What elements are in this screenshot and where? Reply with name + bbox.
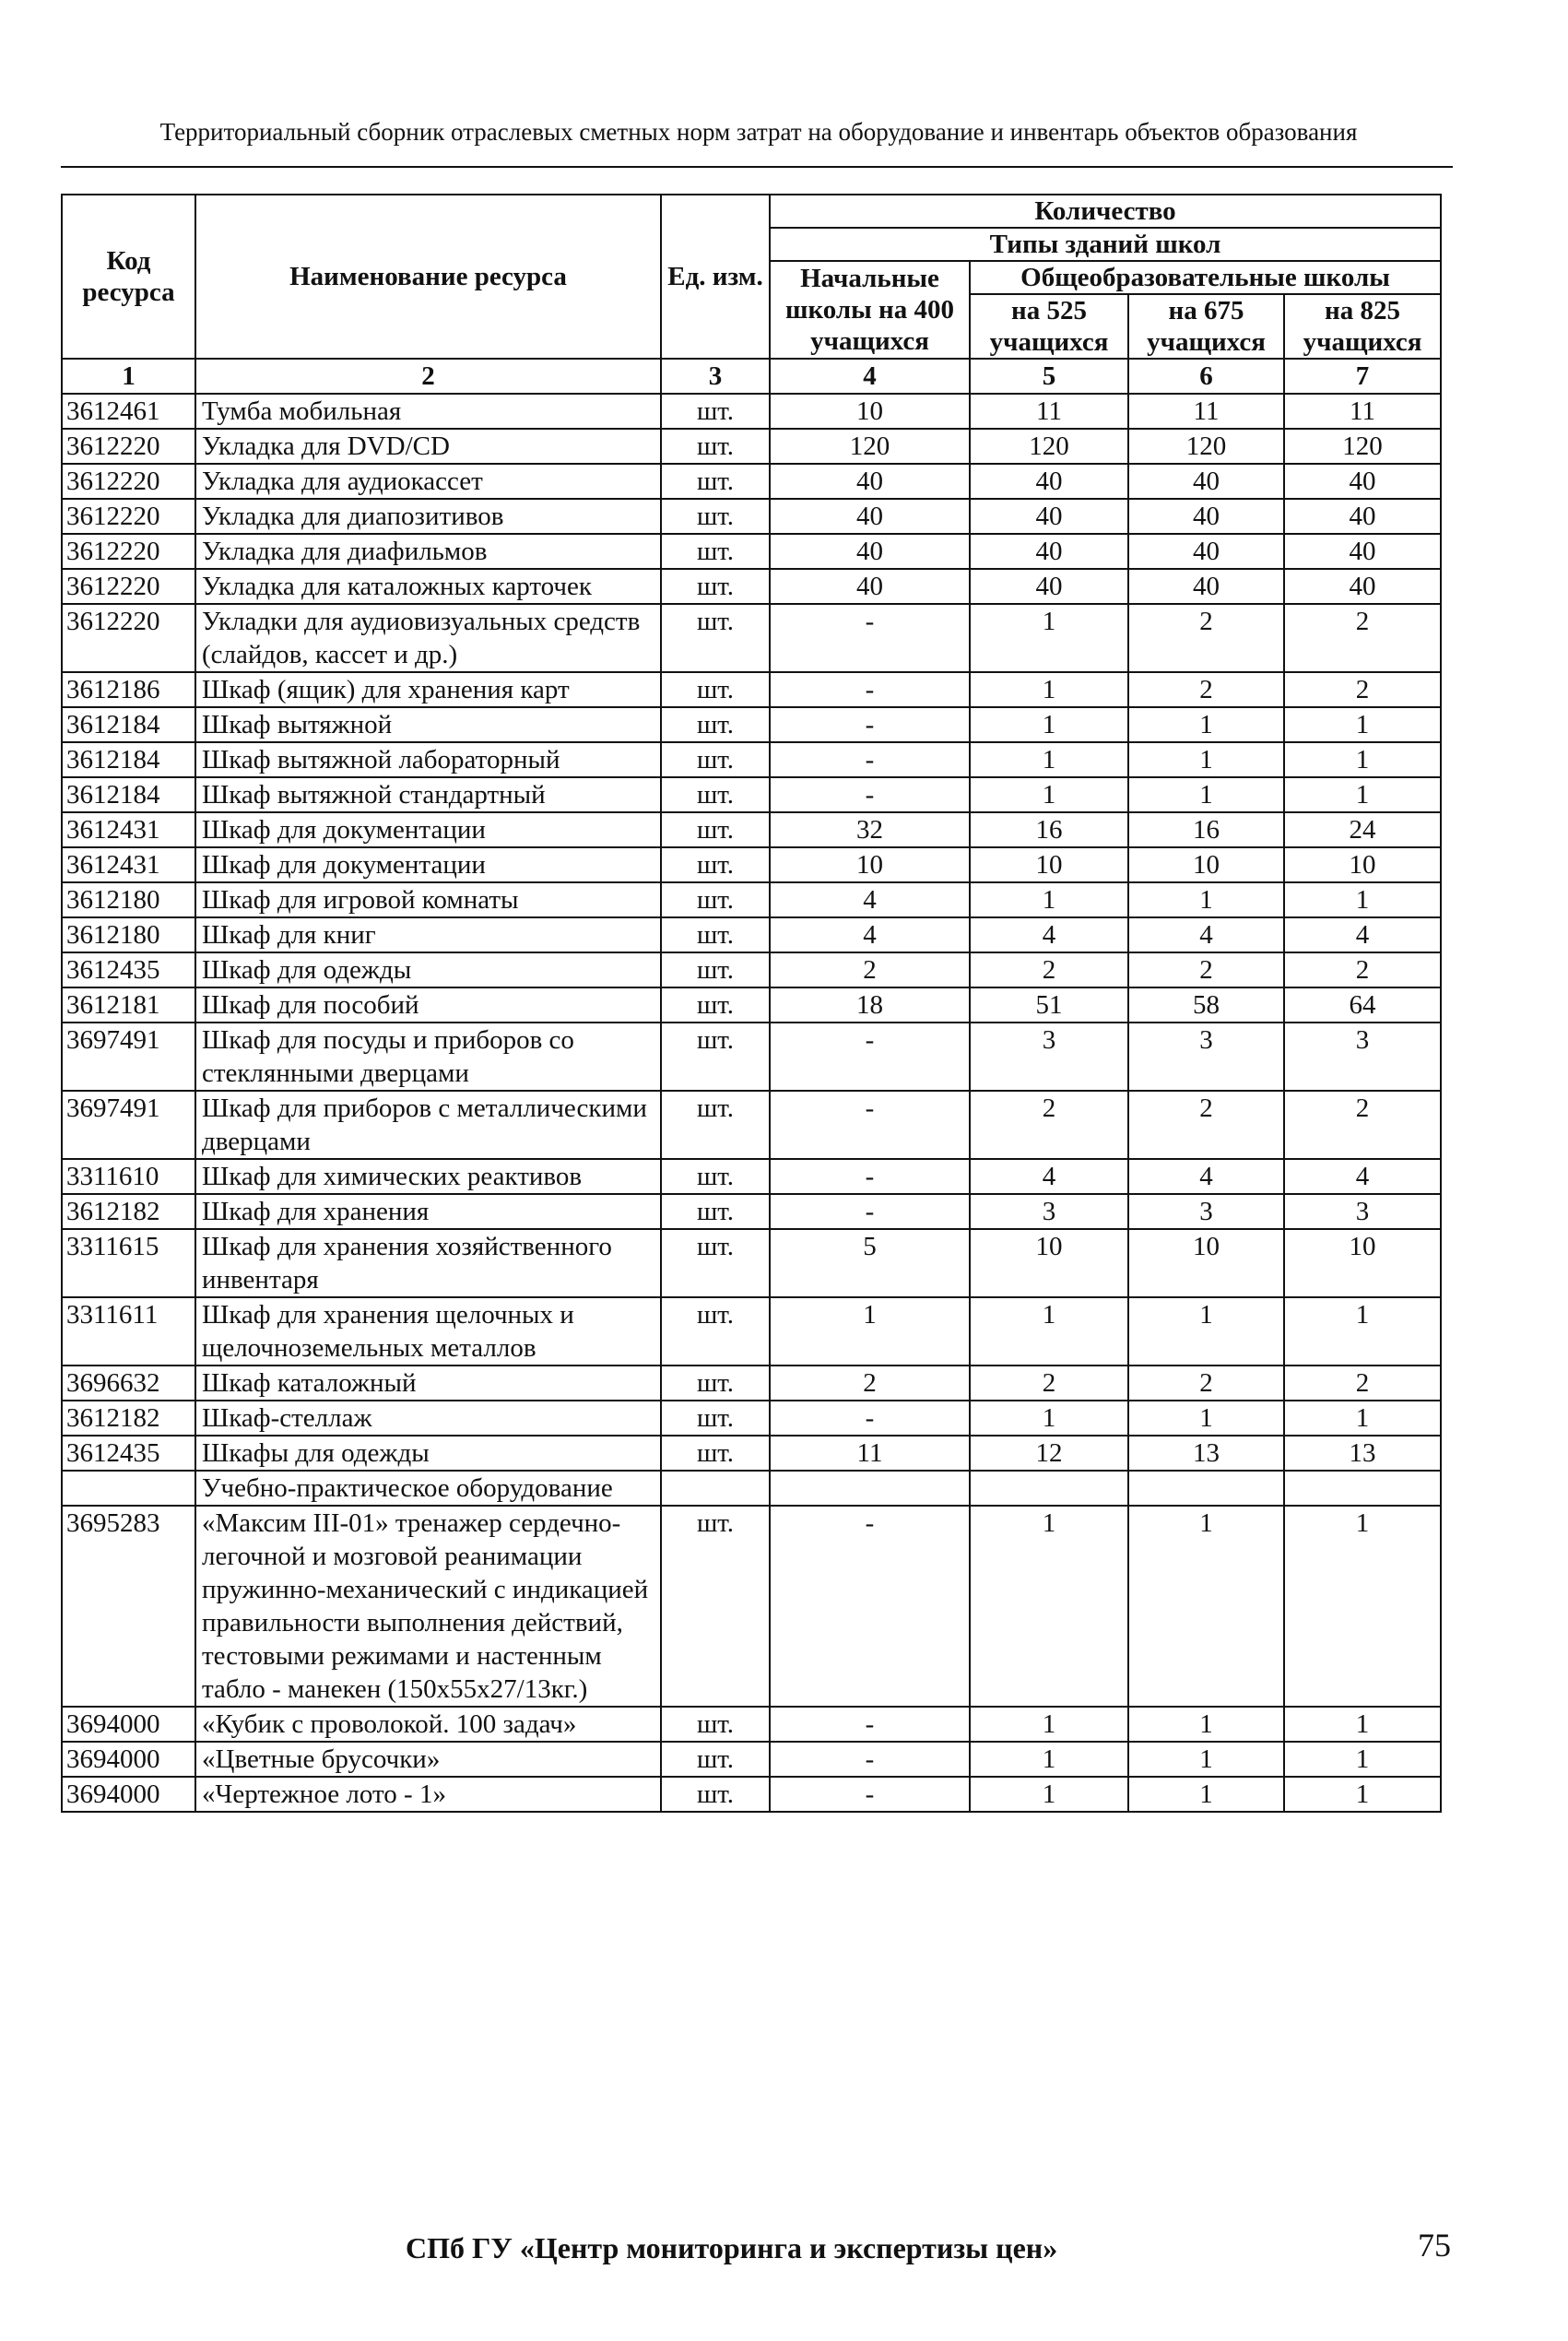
table-row bbox=[62, 812, 1441, 847]
header-quantity: Количество bbox=[770, 195, 1441, 228]
qty-general-525: 1 bbox=[970, 777, 1128, 812]
qty-general-675: 3 bbox=[1128, 1023, 1284, 1091]
resource-code: 3612220 bbox=[62, 429, 195, 464]
qty-general-825: 40 bbox=[1284, 464, 1441, 499]
resource-name: «Кубик с проволокой. 100 задач» bbox=[195, 1707, 661, 1742]
qty-general-675: 1 bbox=[1128, 777, 1284, 812]
table-row bbox=[62, 882, 1441, 917]
header-rule bbox=[61, 166, 1453, 168]
unit-cell: шт. bbox=[661, 847, 770, 882]
column-number: 1 bbox=[62, 359, 195, 394]
unit-cell: шт. bbox=[661, 987, 770, 1023]
resource-code: 3612184 bbox=[62, 707, 195, 742]
unit-cell: шт. bbox=[661, 499, 770, 534]
qty-general-525: 3 bbox=[970, 1023, 1128, 1091]
unit-cell: шт. bbox=[661, 672, 770, 707]
qty-general-825: 3 bbox=[1284, 1023, 1441, 1091]
qty-general-825: 4 bbox=[1284, 917, 1441, 952]
qty-primary-400: 40 bbox=[770, 464, 970, 499]
qty-general-825: 1 bbox=[1284, 742, 1441, 777]
resource-name: Шкаф вытяжной стандартный bbox=[195, 777, 661, 812]
qty-primary-400: 2 bbox=[770, 952, 970, 987]
resource-name: Шкаф для одежды bbox=[195, 952, 661, 987]
qty-general-825: 3 bbox=[1284, 1194, 1441, 1229]
unit-cell: шт. bbox=[661, 952, 770, 987]
qty-general-825: 1 bbox=[1284, 1707, 1441, 1742]
column-number: 6 bbox=[1128, 359, 1284, 394]
table-row bbox=[62, 987, 1441, 1023]
resource-name: Укладка для DVD/CD bbox=[195, 429, 661, 464]
qty-general-525: 40 bbox=[970, 499, 1128, 534]
column-number: 5 bbox=[970, 359, 1128, 394]
qty-primary-400: - bbox=[770, 777, 970, 812]
resource-name: Шкаф для игровой комнаты bbox=[195, 882, 661, 917]
qty-primary-400: 18 bbox=[770, 987, 970, 1023]
header-general-schools: Общеобразовательные школы bbox=[970, 261, 1441, 294]
qty-general-675: 2 bbox=[1128, 672, 1284, 707]
qty-general-675: 4 bbox=[1128, 917, 1284, 952]
unit-cell: шт. bbox=[661, 1707, 770, 1742]
qty-general-525: 1 bbox=[970, 742, 1128, 777]
qty-primary-400: 10 bbox=[770, 847, 970, 882]
qty-primary-400: - bbox=[770, 1091, 970, 1159]
qty-general-825: 24 bbox=[1284, 812, 1441, 847]
resource-name: «Максим III-01» тренажер сердечно-легочной и мозговой реанимации пружинно-механический с индикацией правильности выполнения действий, тестовыми режимами и настенным табло - манекен (150х55х27/13кг.) bbox=[195, 1506, 661, 1707]
unit-cell: шт. bbox=[661, 1159, 770, 1194]
unit-cell: шт. bbox=[661, 534, 770, 569]
unit-cell: шт. bbox=[661, 812, 770, 847]
qty-general-525: 10 bbox=[970, 1229, 1128, 1297]
resource-code: 3612220 bbox=[62, 464, 195, 499]
qty-general-525: 1 bbox=[970, 1506, 1128, 1707]
table-row bbox=[62, 952, 1441, 987]
table-row bbox=[62, 1229, 1441, 1297]
resource-code: 3612182 bbox=[62, 1194, 195, 1229]
qty-general-825: 11 bbox=[1284, 394, 1441, 429]
qty-general-525: 1 bbox=[970, 707, 1128, 742]
header-school-types: Типы зданий школ bbox=[770, 228, 1441, 261]
qty-general-825: 13 bbox=[1284, 1436, 1441, 1471]
qty-general-525: 51 bbox=[970, 987, 1128, 1023]
qty-general-825: 1 bbox=[1284, 707, 1441, 742]
resource-code: 3695283 bbox=[62, 1506, 195, 1707]
resource-name: «Цветные брусочки» bbox=[195, 1742, 661, 1777]
table-row bbox=[62, 1436, 1441, 1471]
column-number: 4 bbox=[770, 359, 970, 394]
unit-cell: шт. bbox=[661, 1091, 770, 1159]
qty-general-825: 2 bbox=[1284, 672, 1441, 707]
qty-general-825: 40 bbox=[1284, 569, 1441, 604]
resource-code: 3612461 bbox=[62, 394, 195, 429]
unit-cell: шт. bbox=[661, 742, 770, 777]
qty-general-825: 4 bbox=[1284, 1159, 1441, 1194]
section-empty-cell bbox=[770, 1471, 970, 1506]
resource-name: Шкаф для посуды и приборов со стеклянными дверцами bbox=[195, 1023, 661, 1091]
qty-general-825: 10 bbox=[1284, 1229, 1441, 1297]
resource-code: 3612431 bbox=[62, 847, 195, 882]
qty-primary-400: 32 bbox=[770, 812, 970, 847]
resource-name: Шкаф для хранения хозяйственного инвентаря bbox=[195, 1229, 661, 1297]
section-empty-cell bbox=[1284, 1471, 1441, 1506]
qty-general-675: 10 bbox=[1128, 1229, 1284, 1297]
table-row bbox=[62, 1742, 1441, 1777]
qty-general-525: 1 bbox=[970, 1297, 1128, 1366]
unit-cell: шт. bbox=[661, 464, 770, 499]
qty-general-525: 1 bbox=[970, 604, 1128, 672]
table-row bbox=[62, 1366, 1441, 1401]
qty-primary-400: - bbox=[770, 1023, 970, 1091]
qty-general-675: 1 bbox=[1128, 1707, 1284, 1742]
table-row bbox=[62, 464, 1441, 499]
qty-general-525: 16 bbox=[970, 812, 1128, 847]
section-empty-cell bbox=[1128, 1471, 1284, 1506]
qty-primary-400: - bbox=[770, 742, 970, 777]
qty-general-675: 40 bbox=[1128, 569, 1284, 604]
resource-name: Шкаф для химических реактивов bbox=[195, 1159, 661, 1194]
qty-general-675: 2 bbox=[1128, 1091, 1284, 1159]
resource-name: Шкаф (ящик) для хранения карт bbox=[195, 672, 661, 707]
qty-general-675: 1 bbox=[1128, 742, 1284, 777]
unit-cell: шт. bbox=[661, 1777, 770, 1812]
header-825: на 825 учащихся bbox=[1284, 294, 1441, 359]
qty-general-675: 2 bbox=[1128, 604, 1284, 672]
qty-general-525: 12 bbox=[970, 1436, 1128, 1471]
qty-general-825: 2 bbox=[1284, 604, 1441, 672]
qty-primary-400: 1 bbox=[770, 1297, 970, 1366]
qty-general-825: 64 bbox=[1284, 987, 1441, 1023]
resource-name: Укладка для каталожных карточек bbox=[195, 569, 661, 604]
resource-code: 3612182 bbox=[62, 1401, 195, 1436]
qty-general-525: 3 bbox=[970, 1194, 1128, 1229]
resource-code: 3694000 bbox=[62, 1742, 195, 1777]
running-header: Территориальный сборник отраслевых сметных норм затрат на оборудование и инвентарь объектов образования bbox=[159, 118, 1358, 146]
header-unit: Ед. изм. bbox=[661, 195, 770, 359]
qty-general-525: 1 bbox=[970, 1707, 1128, 1742]
qty-primary-400: 40 bbox=[770, 569, 970, 604]
qty-general-675: 1 bbox=[1128, 1742, 1284, 1777]
resource-code: 3311611 bbox=[62, 1297, 195, 1366]
resource-code: 3612220 bbox=[62, 569, 195, 604]
qty-general-675: 120 bbox=[1128, 429, 1284, 464]
resource-name: Укладка для диапозитивов bbox=[195, 499, 661, 534]
resource-name: Укладка для аудиокассет bbox=[195, 464, 661, 499]
unit-cell: шт. bbox=[661, 394, 770, 429]
qty-general-825: 1 bbox=[1284, 1777, 1441, 1812]
resource-code: 3311610 bbox=[62, 1159, 195, 1194]
qty-general-525: 40 bbox=[970, 464, 1128, 499]
column-number: 3 bbox=[661, 359, 770, 394]
qty-general-525: 1 bbox=[970, 1777, 1128, 1812]
table-row bbox=[62, 707, 1441, 742]
qty-general-675: 2 bbox=[1128, 952, 1284, 987]
qty-general-525: 2 bbox=[970, 1366, 1128, 1401]
qty-primary-400: - bbox=[770, 672, 970, 707]
resource-code: 3694000 bbox=[62, 1707, 195, 1742]
table-row bbox=[62, 1194, 1441, 1229]
resource-name: Шкаф для пособий bbox=[195, 987, 661, 1023]
header-525: на 525 учащихся bbox=[970, 294, 1128, 359]
unit-cell: шт. bbox=[661, 707, 770, 742]
qty-primary-400: - bbox=[770, 1777, 970, 1812]
qty-general-825: 1 bbox=[1284, 1297, 1441, 1366]
resource-name: Шкафы для одежды bbox=[195, 1436, 661, 1471]
qty-general-675: 1 bbox=[1128, 1401, 1284, 1436]
column-number-row bbox=[62, 359, 1441, 394]
qty-primary-400: - bbox=[770, 604, 970, 672]
qty-general-525: 2 bbox=[970, 1091, 1128, 1159]
table-row bbox=[62, 1023, 1441, 1091]
column-number: 7 bbox=[1284, 359, 1441, 394]
qty-primary-400: 40 bbox=[770, 499, 970, 534]
unit-cell: шт. bbox=[661, 1023, 770, 1091]
qty-general-525: 10 bbox=[970, 847, 1128, 882]
column-number: 2 bbox=[195, 359, 661, 394]
footer-organization: СПб ГУ «Центр мониторинга и экспертизы цен» bbox=[406, 2231, 1058, 2264]
qty-general-525: 4 bbox=[970, 917, 1128, 952]
resource-name: Шкаф для книг bbox=[195, 917, 661, 952]
resource-code: 3612180 bbox=[62, 882, 195, 917]
qty-general-675: 40 bbox=[1128, 499, 1284, 534]
resource-name: Укладки для аудиовизуальных средств (слайдов, кассет и др.) bbox=[195, 604, 661, 672]
qty-primary-400: 120 bbox=[770, 429, 970, 464]
qty-general-675: 4 bbox=[1128, 1159, 1284, 1194]
resource-code: 3612220 bbox=[62, 499, 195, 534]
table-row bbox=[62, 1707, 1441, 1742]
resource-code: 3612431 bbox=[62, 812, 195, 847]
qty-general-675: 10 bbox=[1128, 847, 1284, 882]
qty-primary-400: 5 bbox=[770, 1229, 970, 1297]
qty-primary-400: 40 bbox=[770, 534, 970, 569]
unit-cell: шт. bbox=[661, 1366, 770, 1401]
qty-general-675: 1 bbox=[1128, 882, 1284, 917]
qty-general-525: 1 bbox=[970, 882, 1128, 917]
resource-name: Шкаф для хранения щелочных и щелочноземельных металлов bbox=[195, 1297, 661, 1366]
section-empty-cell bbox=[661, 1471, 770, 1506]
qty-general-675: 1 bbox=[1128, 1777, 1284, 1812]
qty-general-675: 1 bbox=[1128, 1297, 1284, 1366]
qty-general-525: 1 bbox=[970, 1742, 1128, 1777]
qty-primary-400: 4 bbox=[770, 882, 970, 917]
table-row bbox=[62, 429, 1441, 464]
qty-general-675: 16 bbox=[1128, 812, 1284, 847]
qty-general-825: 40 bbox=[1284, 499, 1441, 534]
resource-code: 3612181 bbox=[62, 987, 195, 1023]
section-code-cell bbox=[62, 1471, 195, 1506]
resource-name: Шкаф для хранения bbox=[195, 1194, 661, 1229]
table-row bbox=[62, 1506, 1441, 1707]
table-row bbox=[62, 672, 1441, 707]
qty-general-525: 120 bbox=[970, 429, 1128, 464]
unit-cell: шт. bbox=[661, 1436, 770, 1471]
page-number: 75 bbox=[1418, 2227, 1451, 2264]
qty-primary-400: 2 bbox=[770, 1366, 970, 1401]
qty-general-825: 1 bbox=[1284, 1401, 1441, 1436]
qty-general-825: 120 bbox=[1284, 429, 1441, 464]
resource-code: 3612435 bbox=[62, 1436, 195, 1471]
resource-code: 3696632 bbox=[62, 1366, 195, 1401]
unit-cell: шт. bbox=[661, 1229, 770, 1297]
table-row bbox=[62, 499, 1441, 534]
header-primary-schools: Начальные школы на 400 учащихся bbox=[770, 261, 970, 359]
qty-general-675: 13 bbox=[1128, 1436, 1284, 1471]
section-row bbox=[62, 1471, 1441, 1506]
qty-general-675: 40 bbox=[1128, 464, 1284, 499]
header-name: Наименование ресурса bbox=[195, 195, 661, 359]
qty-primary-400: - bbox=[770, 1194, 970, 1229]
unit-cell: шт. bbox=[661, 569, 770, 604]
table-row bbox=[62, 1401, 1441, 1436]
qty-general-825: 1 bbox=[1284, 777, 1441, 812]
qty-general-825: 10 bbox=[1284, 847, 1441, 882]
unit-cell: шт. bbox=[661, 1742, 770, 1777]
qty-general-525: 40 bbox=[970, 534, 1128, 569]
qty-general-825: 40 bbox=[1284, 534, 1441, 569]
table-row bbox=[62, 1297, 1441, 1366]
qty-general-525: 1 bbox=[970, 1401, 1128, 1436]
table-row bbox=[62, 847, 1441, 882]
qty-general-825: 1 bbox=[1284, 1506, 1441, 1707]
section-empty-cell bbox=[970, 1471, 1128, 1506]
table-row bbox=[62, 777, 1441, 812]
qty-general-525: 4 bbox=[970, 1159, 1128, 1194]
unit-cell: шт. bbox=[661, 917, 770, 952]
section-title: Учебно-практическое оборудование bbox=[195, 1471, 661, 1506]
qty-general-825: 1 bbox=[1284, 882, 1441, 917]
qty-general-675: 40 bbox=[1128, 534, 1284, 569]
qty-general-825: 2 bbox=[1284, 1091, 1441, 1159]
qty-primary-400: - bbox=[770, 1159, 970, 1194]
unit-cell: шт. bbox=[661, 1297, 770, 1366]
table-row bbox=[62, 1159, 1441, 1194]
unit-cell: шт. bbox=[661, 1506, 770, 1707]
resource-name: Укладка для диафильмов bbox=[195, 534, 661, 569]
unit-cell: шт. bbox=[661, 882, 770, 917]
qty-general-525: 2 bbox=[970, 952, 1128, 987]
qty-general-675: 58 bbox=[1128, 987, 1284, 1023]
qty-general-675: 11 bbox=[1128, 394, 1284, 429]
unit-cell: шт. bbox=[661, 1401, 770, 1436]
resource-table bbox=[61, 194, 1442, 1813]
resource-code: 3311615 bbox=[62, 1229, 195, 1297]
resource-name: Шкаф-стеллаж bbox=[195, 1401, 661, 1436]
resource-name: Шкаф для документации bbox=[195, 847, 661, 882]
table-row bbox=[62, 394, 1441, 429]
resource-name: Шкаф вытяжной лабораторный bbox=[195, 742, 661, 777]
table-row bbox=[62, 917, 1441, 952]
unit-cell: шт. bbox=[661, 1194, 770, 1229]
qty-general-675: 2 bbox=[1128, 1366, 1284, 1401]
resource-name: Шкаф вытяжной bbox=[195, 707, 661, 742]
qty-general-525: 11 bbox=[970, 394, 1128, 429]
qty-primary-400: - bbox=[770, 1506, 970, 1707]
resource-code: 3697491 bbox=[62, 1023, 195, 1091]
resource-name: «Чертежное лото - 1» bbox=[195, 1777, 661, 1812]
qty-general-825: 1 bbox=[1284, 1742, 1441, 1777]
resource-name: Шкаф для приборов с металлическими дверцами bbox=[195, 1091, 661, 1159]
table-row bbox=[62, 1777, 1441, 1812]
qty-general-825: 2 bbox=[1284, 952, 1441, 987]
resource-code: 3612435 bbox=[62, 952, 195, 987]
resource-name: Тумба мобильная bbox=[195, 394, 661, 429]
table-row bbox=[62, 604, 1441, 672]
resource-code: 3612220 bbox=[62, 604, 195, 672]
resource-code: 3612186 bbox=[62, 672, 195, 707]
qty-general-675: 3 bbox=[1128, 1194, 1284, 1229]
qty-primary-400: - bbox=[770, 1401, 970, 1436]
table-row bbox=[62, 569, 1441, 604]
qty-primary-400: 11 bbox=[770, 1436, 970, 1471]
table-row bbox=[62, 742, 1441, 777]
resource-code: 3612184 bbox=[62, 742, 195, 777]
table-body bbox=[62, 359, 1441, 1812]
resource-code: 3694000 bbox=[62, 1777, 195, 1812]
table-row bbox=[62, 534, 1441, 569]
table-row bbox=[62, 1091, 1441, 1159]
qty-primary-400: 4 bbox=[770, 917, 970, 952]
qty-primary-400: - bbox=[770, 707, 970, 742]
qty-general-675: 1 bbox=[1128, 707, 1284, 742]
qty-general-525: 1 bbox=[970, 672, 1128, 707]
resource-code: 3612220 bbox=[62, 534, 195, 569]
resource-name: Шкаф для документации bbox=[195, 812, 661, 847]
unit-cell: шт. bbox=[661, 777, 770, 812]
header-675: на 675 учащихся bbox=[1128, 294, 1284, 359]
qty-primary-400: 10 bbox=[770, 394, 970, 429]
qty-general-825: 2 bbox=[1284, 1366, 1441, 1401]
resource-code: 3612180 bbox=[62, 917, 195, 952]
header-code: Код ресурса bbox=[62, 195, 195, 359]
qty-general-525: 40 bbox=[970, 569, 1128, 604]
resource-code: 3612184 bbox=[62, 777, 195, 812]
unit-cell: шт. bbox=[661, 604, 770, 672]
qty-primary-400: - bbox=[770, 1707, 970, 1742]
resource-code: 3697491 bbox=[62, 1091, 195, 1159]
qty-primary-400: - bbox=[770, 1742, 970, 1777]
resource-name: Шкаф каталожный bbox=[195, 1366, 661, 1401]
qty-general-675: 1 bbox=[1128, 1506, 1284, 1707]
unit-cell: шт. bbox=[661, 429, 770, 464]
